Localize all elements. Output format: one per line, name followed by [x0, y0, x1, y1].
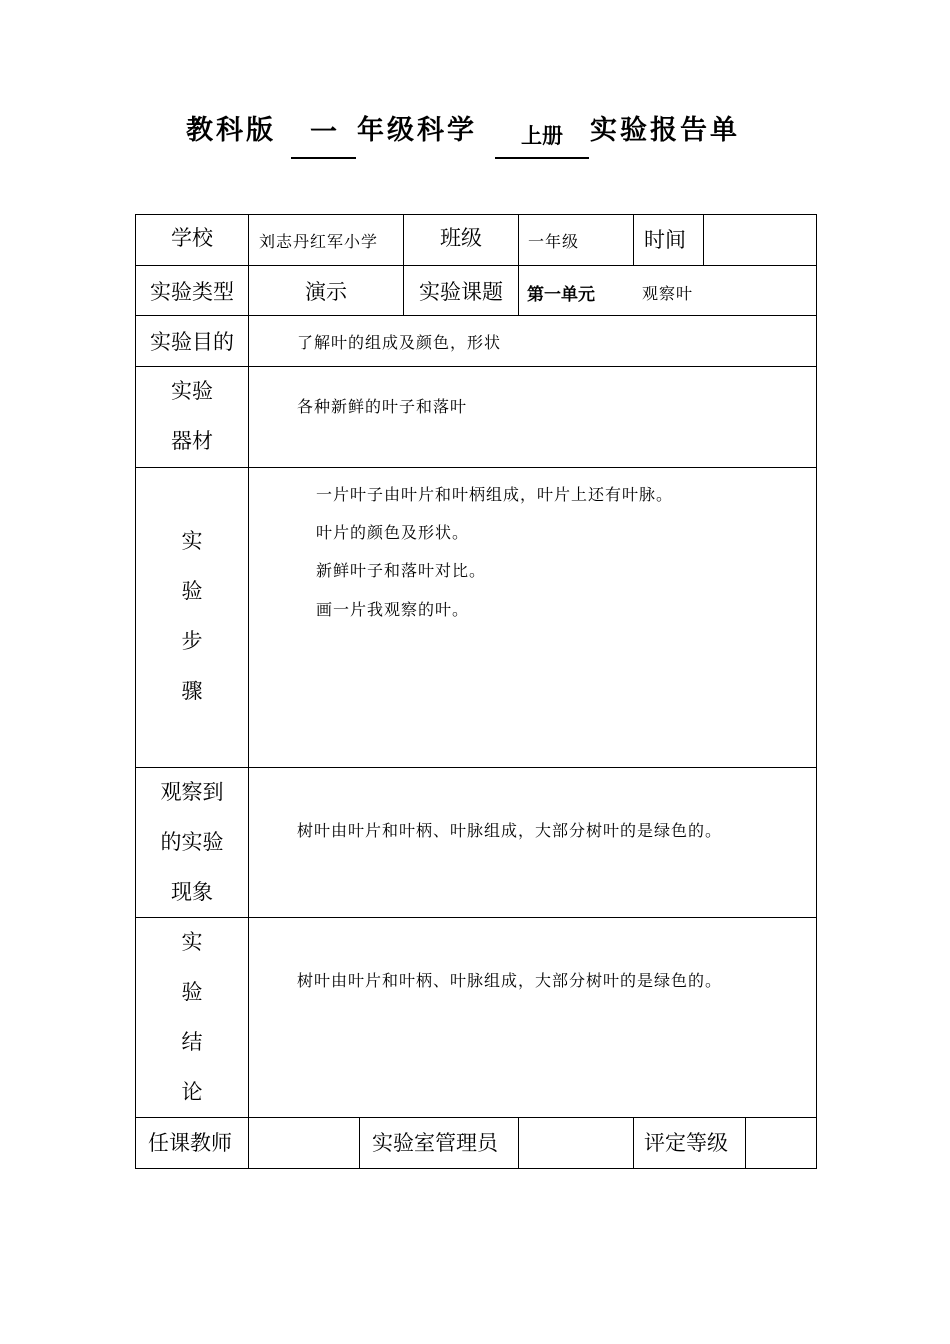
- step-item: 画一片我观察的叶。: [316, 600, 470, 619]
- teacher-value-cell[interactable]: [249, 1118, 360, 1169]
- time-value-cell[interactable]: [704, 215, 817, 266]
- phenomenon-label-line-3: 现象: [171, 880, 213, 904]
- materials-label-line-1: 实验: [171, 379, 213, 403]
- class-value: 一年级: [528, 232, 580, 251]
- topic-name: 观察叶: [642, 284, 694, 303]
- type-label-cell: [136, 266, 249, 316]
- materials-label-line-2: 器材: [171, 429, 213, 453]
- phenomenon-label-line-1: 观察到: [160, 780, 224, 804]
- school-label: 学校: [171, 226, 213, 250]
- volume-blank-value: 上册: [521, 124, 563, 148]
- conclusion-label-char-3: 结: [181, 1030, 203, 1054]
- materials-value: 各种新鲜的叶子和落叶: [297, 397, 468, 416]
- time-label: 时间: [644, 228, 686, 252]
- teacher-label-cell: [136, 1118, 249, 1169]
- admin-label: 实验室管理员: [372, 1131, 498, 1155]
- grade-blank-value: 一: [310, 117, 337, 148]
- teacher-label: 任课教师: [148, 1131, 232, 1155]
- steps-label-char-3: 步: [181, 629, 203, 653]
- step-item: 新鲜叶子和落叶对比。: [316, 561, 487, 580]
- topic-label: 实验课题: [419, 279, 503, 304]
- steps-label-char-2: 验: [181, 579, 203, 603]
- materials-value-cell[interactable]: [249, 367, 817, 468]
- phenomenon-label-cell: [136, 768, 249, 918]
- title-middle: 年级科学: [357, 115, 477, 146]
- class-label: 班级: [440, 226, 482, 250]
- purpose-value: 了解叶的组成及颜色，形状: [297, 333, 502, 352]
- class-label-cell: [404, 215, 519, 266]
- class-value-cell[interactable]: [519, 215, 634, 266]
- topic-value-cell[interactable]: [519, 266, 817, 316]
- conclusion-label-cell: [136, 918, 249, 1118]
- step-item: 叶片的颜色及形状。: [316, 523, 470, 542]
- conclusion-label-char-2: 验: [181, 980, 203, 1004]
- conclusion-label-char-1: 实: [181, 930, 203, 954]
- admin-value-cell[interactable]: [519, 1118, 634, 1169]
- type-value-cell[interactable]: [249, 266, 404, 316]
- title-suffix: 实验报告单: [590, 115, 740, 146]
- school-value: 刘志丹红军小学: [259, 232, 379, 251]
- purpose-value-cell[interactable]: [249, 316, 817, 367]
- conclusion-value-cell[interactable]: [249, 918, 817, 1118]
- topic-label-cell: [404, 266, 519, 316]
- steps-label-char-1: 实: [181, 529, 203, 553]
- grade-label: 评定等级: [644, 1131, 728, 1155]
- phenomenon-value: 树叶由叶片和叶柄、叶脉组成，大部分树叶的是绿色的。: [297, 821, 723, 840]
- school-label-cell: [136, 215, 249, 266]
- steps-label-char-4: 骤: [181, 679, 203, 703]
- purpose-label: 实验目的: [150, 330, 234, 354]
- conclusion-value: 树叶由叶片和叶柄、叶脉组成，大部分树叶的是绿色的。: [297, 971, 723, 990]
- phenomenon-value-cell[interactable]: [249, 768, 817, 918]
- topic-unit: 第一单元: [527, 285, 595, 305]
- phenomenon-label-line-2: 的实验: [160, 830, 224, 854]
- materials-label-cell: [136, 367, 249, 468]
- conclusion-label-char-4: 论: [181, 1080, 203, 1104]
- report-table: [135, 214, 817, 1169]
- grade-label-cell: [634, 1118, 746, 1169]
- grade-blank: [291, 104, 356, 159]
- report-title: [0, 104, 950, 164]
- title-prefix: 教科版: [186, 115, 276, 146]
- step-item: 一片叶子由叶片和叶柄组成，叶片上还有叶脉。: [316, 485, 674, 504]
- volume-blank: [495, 104, 589, 159]
- school-value-cell[interactable]: [249, 215, 404, 266]
- time-label-cell: [634, 215, 704, 266]
- grade-value-cell[interactable]: [746, 1118, 817, 1169]
- steps-value-cell[interactable]: [249, 468, 817, 768]
- steps-label-cell: [136, 468, 249, 768]
- admin-label-cell: [360, 1118, 519, 1169]
- type-label: 实验类型: [150, 279, 234, 304]
- purpose-label-cell: [136, 316, 249, 367]
- type-value: 演示: [305, 279, 347, 304]
